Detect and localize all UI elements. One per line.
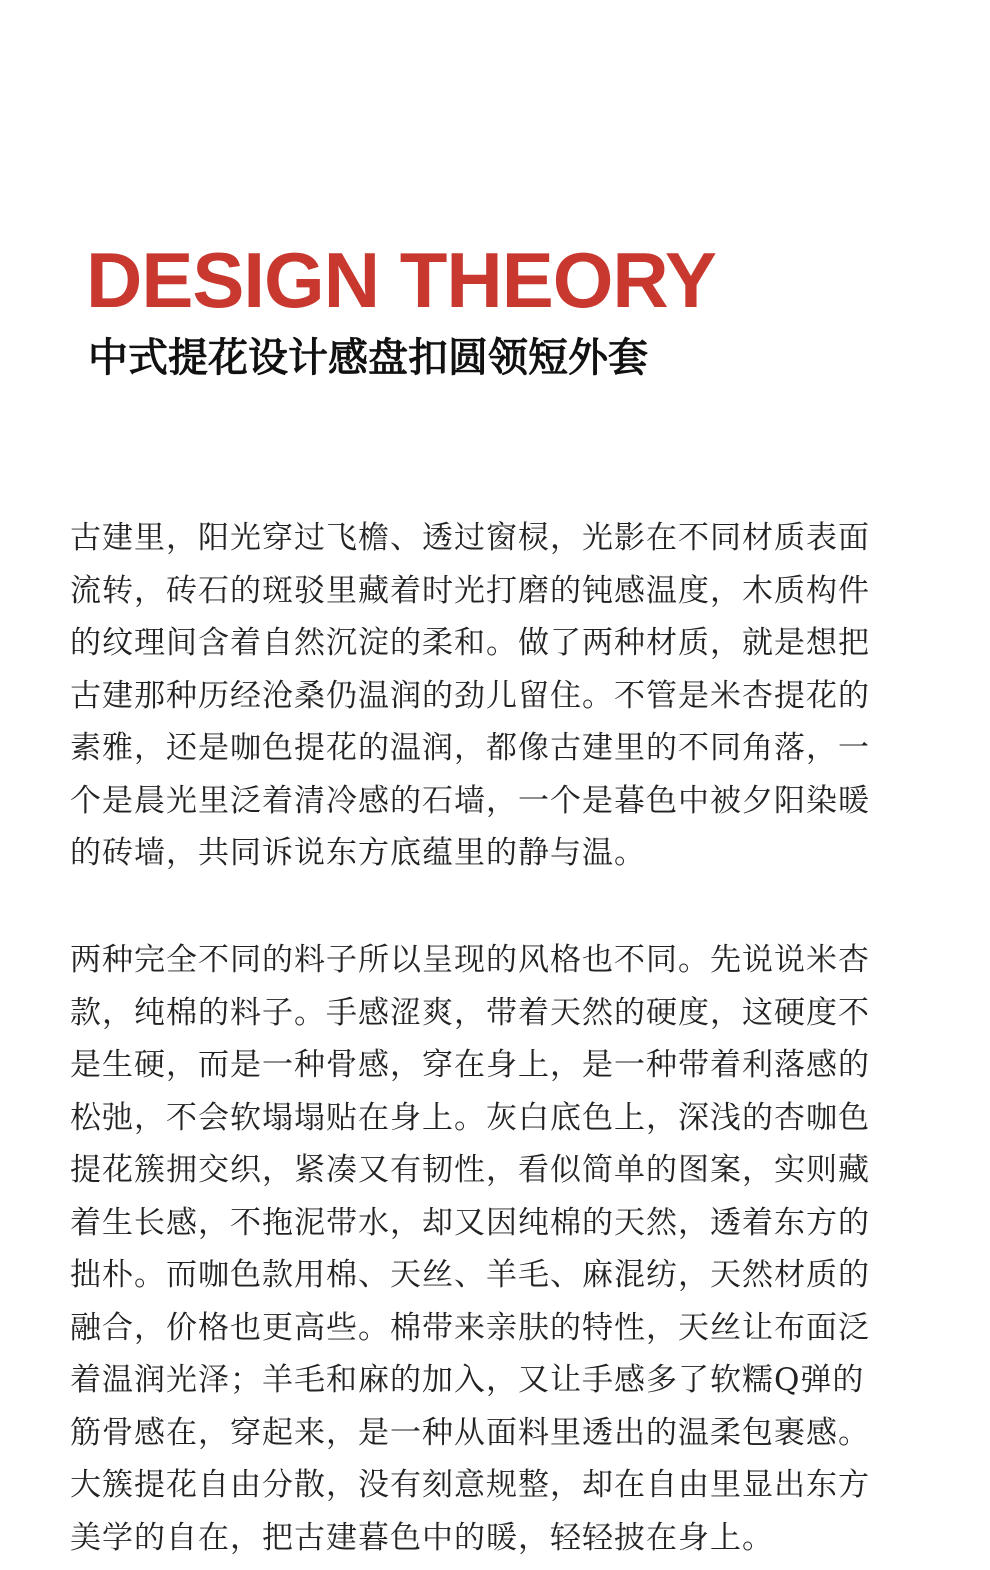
page-title: DESIGN THEORY — [86, 236, 716, 324]
paragraph-line: 拙朴。而咖色款用棉、天丝、羊毛、麻混纺，天然材质的 — [70, 1257, 870, 1293]
paragraph-line: 古建里，阳光穿过飞檐、透过窗棂，光影在不同材质表面 — [70, 520, 870, 556]
paragraph-line: 大簇提花自由分散，没有刻意规整，却在自由里显出东方 — [70, 1467, 870, 1503]
paragraph-line: 美学的自在，把古建暮色中的暖，轻轻披在身上。 — [70, 1519, 774, 1556]
paragraph-line: 松弛，不会软塌塌贴在身上。灰白底色上，深浅的杏咖色 — [70, 1099, 870, 1136]
body-paragraph-2 — [70, 934, 920, 1564]
paragraph-line: 筋骨感在，穿起来，是一种从面料里透出的温柔包裹感。 — [70, 1414, 870, 1451]
paragraph-line: 提花簇拥交织，紧凑又有韧性，看似简单的图案，实则藏 — [70, 1152, 870, 1188]
paragraph-line: 个是晨光里泛着清冷感的石墙，一个是暮色中被夕阳染暖 — [70, 782, 870, 819]
paragraph-line: 的纹理间含着自然沉淀的柔和。做了两种材质，就是想把 — [70, 625, 870, 661]
paragraph-line: 款，纯棉的料子。手感涩爽，带着天然的硬度，这硬度不 — [70, 994, 870, 1031]
paragraph-line: 两种完全不同的料子所以呈现的风格也不同。先说说米杏 — [70, 942, 870, 978]
paragraph-line: 的砖墙，共同诉说东方底蕴里的静与温。 — [70, 835, 646, 871]
paragraph-line: 着生长感，不拖泥带水，却又因纯棉的天然，透着东方的 — [70, 1204, 870, 1241]
paragraph-line: 是生硬，而是一种骨感，穿在身上，是一种带着利落感的 — [70, 1047, 870, 1083]
paragraph-line: 古建那种历经沧桑仍温润的劲儿留住。不管是米杏提花的 — [70, 677, 870, 714]
page-subtitle: 中式提花设计感盘扣圆领短外套 — [88, 335, 648, 381]
paragraph-line: 融合，价格也更高些。棉带来亲肤的特性，天丝让布面泛 — [70, 1309, 870, 1346]
body-paragraph-1 — [70, 512, 920, 880]
paragraph-line: 素雅，还是咖色提花的温润，都像古建里的不同角落，一 — [70, 730, 870, 766]
paragraph-line: 着温润光泽；羊毛和麻的加入，又让手感多了软糯Q弹的 — [70, 1362, 865, 1398]
paragraph-line: 流转，砖石的斑驳里藏着时光打磨的钝感温度，木质构件 — [70, 572, 870, 609]
